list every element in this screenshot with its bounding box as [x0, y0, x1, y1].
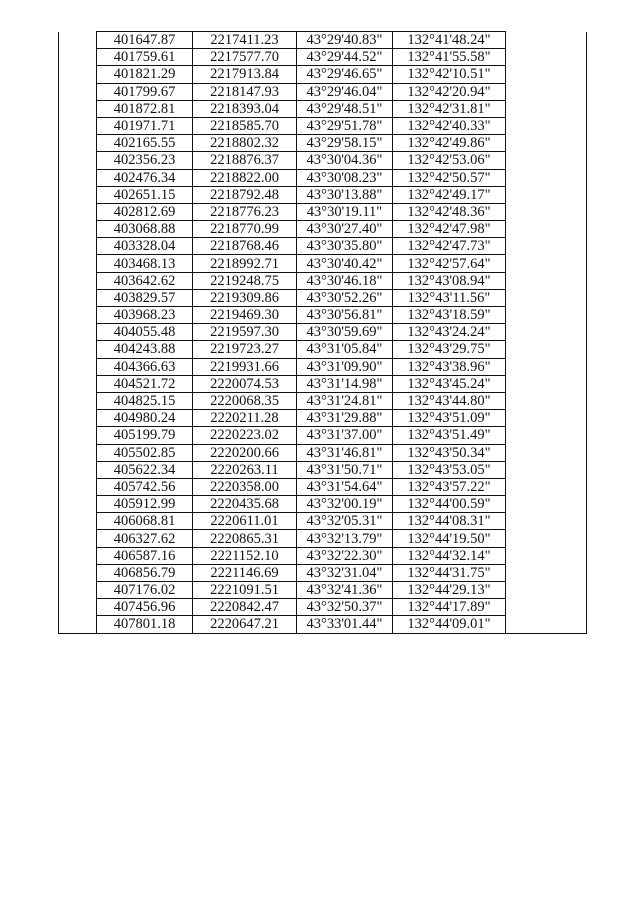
- right-blank-cell: [506, 272, 587, 289]
- right-blank-cell: [506, 427, 587, 444]
- table-row: [59, 582, 587, 599]
- latitude-cell: 43°30'52.26": [297, 289, 393, 306]
- table-row: [59, 599, 587, 616]
- right-blank-cell: [506, 255, 587, 272]
- y-coordinate-cell: 2220358.00: [193, 478, 297, 495]
- coordinates-table: [58, 31, 587, 634]
- x-coordinate-cell: 403829.57: [97, 289, 193, 306]
- table-row: [59, 272, 587, 289]
- table-row: [59, 547, 587, 564]
- x-coordinate-cell: 403068.88: [97, 221, 193, 238]
- longitude-cell: 132°43'38.96": [393, 358, 506, 375]
- latitude-cell: 43°31'24.81": [297, 392, 393, 409]
- latitude-cell: 43°32'31.04": [297, 564, 393, 581]
- x-coordinate-cell: 407801.18: [97, 616, 193, 633]
- x-coordinate-cell: 406856.79: [97, 564, 193, 581]
- y-coordinate-cell: 2218770.99: [193, 221, 297, 238]
- latitude-cell: 43°30'04.36": [297, 152, 393, 169]
- right-blank-cell: [506, 307, 587, 324]
- longitude-cell: 132°42'49.17": [393, 186, 506, 203]
- longitude-cell: 132°43'53.05": [393, 461, 506, 478]
- right-blank-cell: [506, 582, 587, 599]
- left-blank-cell: [59, 547, 97, 564]
- x-coordinate-cell: 403328.04: [97, 238, 193, 255]
- y-coordinate-cell: 2220647.21: [193, 616, 297, 633]
- x-coordinate-cell: 404980.24: [97, 410, 193, 427]
- longitude-cell: 132°44'31.75": [393, 564, 506, 581]
- left-blank-cell: [59, 478, 97, 495]
- table-row: [59, 358, 587, 375]
- left-blank-cell: [59, 221, 97, 238]
- table-row: [59, 117, 587, 134]
- table-row: [59, 478, 587, 495]
- left-blank-cell: [59, 32, 97, 49]
- latitude-cell: 43°29'46.04": [297, 83, 393, 100]
- longitude-cell: 132°43'08.94": [393, 272, 506, 289]
- y-coordinate-cell: 2218393.04: [193, 100, 297, 117]
- latitude-cell: 43°30'35.80": [297, 238, 393, 255]
- left-blank-cell: [59, 135, 97, 152]
- longitude-cell: 132°42'20.94": [393, 83, 506, 100]
- left-blank-cell: [59, 203, 97, 220]
- x-coordinate-cell: 404366.63: [97, 358, 193, 375]
- coordinates-table-body: [59, 32, 587, 634]
- x-coordinate-cell: 405742.56: [97, 478, 193, 495]
- longitude-cell: 132°44'17.89": [393, 599, 506, 616]
- y-coordinate-cell: 2218585.70: [193, 117, 297, 134]
- table-row: [59, 100, 587, 117]
- latitude-cell: 43°31'14.98": [297, 375, 393, 392]
- right-blank-cell: [506, 496, 587, 513]
- table-row: [59, 289, 587, 306]
- right-blank-cell: [506, 135, 587, 152]
- left-blank-cell: [59, 238, 97, 255]
- x-coordinate-cell: 401872.81: [97, 100, 193, 117]
- right-blank-cell: [506, 547, 587, 564]
- longitude-cell: 132°44'19.50": [393, 530, 506, 547]
- x-coordinate-cell: 405622.34: [97, 461, 193, 478]
- y-coordinate-cell: 2220223.02: [193, 427, 297, 444]
- x-coordinate-cell: 406068.81: [97, 513, 193, 530]
- left-blank-cell: [59, 186, 97, 203]
- right-blank-cell: [506, 599, 587, 616]
- table-row: [59, 169, 587, 186]
- latitude-cell: 43°30'46.18": [297, 272, 393, 289]
- latitude-cell: 43°30'40.42": [297, 255, 393, 272]
- y-coordinate-cell: 2220068.35: [193, 392, 297, 409]
- table-row: [59, 324, 587, 341]
- right-blank-cell: [506, 324, 587, 341]
- x-coordinate-cell: 405502.85: [97, 444, 193, 461]
- y-coordinate-cell: 2221146.69: [193, 564, 297, 581]
- latitude-cell: 43°30'27.40": [297, 221, 393, 238]
- x-coordinate-cell: 402165.55: [97, 135, 193, 152]
- longitude-cell: 132°43'24.24": [393, 324, 506, 341]
- left-blank-cell: [59, 255, 97, 272]
- y-coordinate-cell: 2219597.30: [193, 324, 297, 341]
- table-row: [59, 461, 587, 478]
- left-blank-cell: [59, 530, 97, 547]
- y-coordinate-cell: 2218876.37: [193, 152, 297, 169]
- latitude-cell: 43°32'05.31": [297, 513, 393, 530]
- latitude-cell: 43°31'29.88": [297, 410, 393, 427]
- latitude-cell: 43°32'50.37": [297, 599, 393, 616]
- longitude-cell: 132°42'48.36": [393, 203, 506, 220]
- longitude-cell: 132°44'08.31": [393, 513, 506, 530]
- x-coordinate-cell: 403968.23: [97, 307, 193, 324]
- latitude-cell: 43°31'37.00": [297, 427, 393, 444]
- latitude-cell: 43°32'00.19": [297, 496, 393, 513]
- y-coordinate-cell: 2220611.01: [193, 513, 297, 530]
- x-coordinate-cell: 401971.71: [97, 117, 193, 134]
- latitude-cell: 43°30'13.88": [297, 186, 393, 203]
- left-blank-cell: [59, 427, 97, 444]
- latitude-cell: 43°29'58.15": [297, 135, 393, 152]
- x-coordinate-cell: 402476.34: [97, 169, 193, 186]
- left-blank-cell: [59, 66, 97, 83]
- longitude-cell: 132°42'10.51": [393, 66, 506, 83]
- left-blank-cell: [59, 461, 97, 478]
- y-coordinate-cell: 2219469.30: [193, 307, 297, 324]
- table-row: [59, 513, 587, 530]
- right-blank-cell: [506, 238, 587, 255]
- right-blank-cell: [506, 530, 587, 547]
- latitude-cell: 43°29'40.83": [297, 32, 393, 49]
- table-row: [59, 83, 587, 100]
- left-blank-cell: [59, 272, 97, 289]
- left-blank-cell: [59, 599, 97, 616]
- x-coordinate-cell: 402651.15: [97, 186, 193, 203]
- latitude-cell: 43°31'09.90": [297, 358, 393, 375]
- longitude-cell: 132°43'51.09": [393, 410, 506, 427]
- right-blank-cell: [506, 392, 587, 409]
- table-row: [59, 616, 587, 633]
- latitude-cell: 43°29'48.51": [297, 100, 393, 117]
- latitude-cell: 43°31'05.84": [297, 341, 393, 358]
- y-coordinate-cell: 2220200.66: [193, 444, 297, 461]
- latitude-cell: 43°31'54.64": [297, 478, 393, 495]
- x-coordinate-cell: 406587.16: [97, 547, 193, 564]
- right-blank-cell: [506, 203, 587, 220]
- left-blank-cell: [59, 410, 97, 427]
- right-blank-cell: [506, 513, 587, 530]
- longitude-cell: 132°41'48.24": [393, 32, 506, 49]
- right-blank-cell: [506, 375, 587, 392]
- y-coordinate-cell: 2218992.71: [193, 255, 297, 272]
- longitude-cell: 132°44'09.01": [393, 616, 506, 633]
- table-row: [59, 255, 587, 272]
- table-row: [59, 66, 587, 83]
- left-blank-cell: [59, 324, 97, 341]
- y-coordinate-cell: 2220865.31: [193, 530, 297, 547]
- x-coordinate-cell: 403642.62: [97, 272, 193, 289]
- left-blank-cell: [59, 169, 97, 186]
- longitude-cell: 132°43'57.22": [393, 478, 506, 495]
- right-blank-cell: [506, 564, 587, 581]
- table-row: [59, 152, 587, 169]
- longitude-cell: 132°43'51.49": [393, 427, 506, 444]
- y-coordinate-cell: 2219723.27: [193, 341, 297, 358]
- longitude-cell: 132°44'00.59": [393, 496, 506, 513]
- left-blank-cell: [59, 392, 97, 409]
- left-blank-cell: [59, 289, 97, 306]
- y-coordinate-cell: 2220842.47: [193, 599, 297, 616]
- left-blank-cell: [59, 117, 97, 134]
- right-blank-cell: [506, 66, 587, 83]
- left-blank-cell: [59, 358, 97, 375]
- longitude-cell: 132°43'44.80": [393, 392, 506, 409]
- latitude-cell: 43°32'13.79": [297, 530, 393, 547]
- x-coordinate-cell: 403468.13: [97, 255, 193, 272]
- table-row: [59, 307, 587, 324]
- longitude-cell: 132°43'18.59": [393, 307, 506, 324]
- table-row: [59, 496, 587, 513]
- longitude-cell: 132°42'40.33": [393, 117, 506, 134]
- left-blank-cell: [59, 100, 97, 117]
- longitude-cell: 132°44'29.13": [393, 582, 506, 599]
- y-coordinate-cell: 2217577.70: [193, 49, 297, 66]
- right-blank-cell: [506, 616, 587, 633]
- table-row: [59, 32, 587, 49]
- latitude-cell: 43°33'01.44": [297, 616, 393, 633]
- latitude-cell: 43°31'50.71": [297, 461, 393, 478]
- y-coordinate-cell: 2220263.11: [193, 461, 297, 478]
- x-coordinate-cell: 401647.87: [97, 32, 193, 49]
- left-blank-cell: [59, 564, 97, 581]
- right-blank-cell: [506, 444, 587, 461]
- right-blank-cell: [506, 410, 587, 427]
- y-coordinate-cell: 2219248.75: [193, 272, 297, 289]
- y-coordinate-cell: 2218776.23: [193, 203, 297, 220]
- y-coordinate-cell: 2218792.48: [193, 186, 297, 203]
- longitude-cell: 132°43'11.56": [393, 289, 506, 306]
- table-row: [59, 221, 587, 238]
- x-coordinate-cell: 405912.99: [97, 496, 193, 513]
- latitude-cell: 43°31'46.81": [297, 444, 393, 461]
- y-coordinate-cell: 2220435.68: [193, 496, 297, 513]
- y-coordinate-cell: 2218802.32: [193, 135, 297, 152]
- latitude-cell: 43°29'46.65": [297, 66, 393, 83]
- latitude-cell: 43°32'41.36": [297, 582, 393, 599]
- left-blank-cell: [59, 307, 97, 324]
- longitude-cell: 132°42'53.06": [393, 152, 506, 169]
- right-blank-cell: [506, 32, 587, 49]
- left-blank-cell: [59, 513, 97, 530]
- right-blank-cell: [506, 169, 587, 186]
- x-coordinate-cell: 404243.88: [97, 341, 193, 358]
- x-coordinate-cell: 406327.62: [97, 530, 193, 547]
- table-row: [59, 186, 587, 203]
- y-coordinate-cell: 2220211.28: [193, 410, 297, 427]
- left-blank-cell: [59, 444, 97, 461]
- latitude-cell: 43°32'22.30": [297, 547, 393, 564]
- table-row: [59, 49, 587, 66]
- x-coordinate-cell: 405199.79: [97, 427, 193, 444]
- longitude-cell: 132°42'57.64": [393, 255, 506, 272]
- left-blank-cell: [59, 616, 97, 633]
- longitude-cell: 132°41'55.58": [393, 49, 506, 66]
- x-coordinate-cell: 401759.61: [97, 49, 193, 66]
- x-coordinate-cell: 402812.69: [97, 203, 193, 220]
- longitude-cell: 132°42'50.57": [393, 169, 506, 186]
- y-coordinate-cell: 2221152.10: [193, 547, 297, 564]
- y-coordinate-cell: 2218147.93: [193, 83, 297, 100]
- longitude-cell: 132°44'32.14": [393, 547, 506, 564]
- latitude-cell: 43°30'08.23": [297, 169, 393, 186]
- x-coordinate-cell: 402356.23: [97, 152, 193, 169]
- y-coordinate-cell: 2218822.00: [193, 169, 297, 186]
- left-blank-cell: [59, 582, 97, 599]
- right-blank-cell: [506, 186, 587, 203]
- left-blank-cell: [59, 152, 97, 169]
- right-blank-cell: [506, 221, 587, 238]
- longitude-cell: 132°42'49.86": [393, 135, 506, 152]
- left-blank-cell: [59, 49, 97, 66]
- y-coordinate-cell: 2219931.66: [193, 358, 297, 375]
- x-coordinate-cell: 404825.15: [97, 392, 193, 409]
- right-blank-cell: [506, 289, 587, 306]
- y-coordinate-cell: 2219309.86: [193, 289, 297, 306]
- table-row: [59, 427, 587, 444]
- latitude-cell: 43°29'44.52": [297, 49, 393, 66]
- right-blank-cell: [506, 461, 587, 478]
- x-coordinate-cell: 407176.02: [97, 582, 193, 599]
- right-blank-cell: [506, 117, 587, 134]
- right-blank-cell: [506, 478, 587, 495]
- longitude-cell: 132°43'29.75": [393, 341, 506, 358]
- longitude-cell: 132°42'47.98": [393, 221, 506, 238]
- y-coordinate-cell: 2217411.23: [193, 32, 297, 49]
- latitude-cell: 43°30'59.69": [297, 324, 393, 341]
- left-blank-cell: [59, 83, 97, 100]
- left-blank-cell: [59, 341, 97, 358]
- table-row: [59, 564, 587, 581]
- x-coordinate-cell: 407456.96: [97, 599, 193, 616]
- table-row: [59, 444, 587, 461]
- longitude-cell: 132°42'47.73": [393, 238, 506, 255]
- x-coordinate-cell: 401821.29: [97, 66, 193, 83]
- latitude-cell: 43°29'51.78": [297, 117, 393, 134]
- x-coordinate-cell: 401799.67: [97, 83, 193, 100]
- right-blank-cell: [506, 358, 587, 375]
- left-blank-cell: [59, 496, 97, 513]
- y-coordinate-cell: 2218768.46: [193, 238, 297, 255]
- right-blank-cell: [506, 341, 587, 358]
- table-row: [59, 392, 587, 409]
- table-row: [59, 375, 587, 392]
- y-coordinate-cell: 2217913.84: [193, 66, 297, 83]
- y-coordinate-cell: 2220074.53: [193, 375, 297, 392]
- table-row: [59, 530, 587, 547]
- table-row: [59, 238, 587, 255]
- left-blank-cell: [59, 375, 97, 392]
- x-coordinate-cell: 404521.72: [97, 375, 193, 392]
- right-blank-cell: [506, 152, 587, 169]
- table-row: [59, 410, 587, 427]
- right-blank-cell: [506, 83, 587, 100]
- table-row: [59, 203, 587, 220]
- longitude-cell: 132°42'31.81": [393, 100, 506, 117]
- table-row: [59, 341, 587, 358]
- y-coordinate-cell: 2221091.51: [193, 582, 297, 599]
- table-row: [59, 135, 587, 152]
- right-blank-cell: [506, 49, 587, 66]
- longitude-cell: 132°43'45.24": [393, 375, 506, 392]
- right-blank-cell: [506, 100, 587, 117]
- longitude-cell: 132°43'50.34": [393, 444, 506, 461]
- latitude-cell: 43°30'56.81": [297, 307, 393, 324]
- latitude-cell: 43°30'19.11": [297, 203, 393, 220]
- x-coordinate-cell: 404055.48: [97, 324, 193, 341]
